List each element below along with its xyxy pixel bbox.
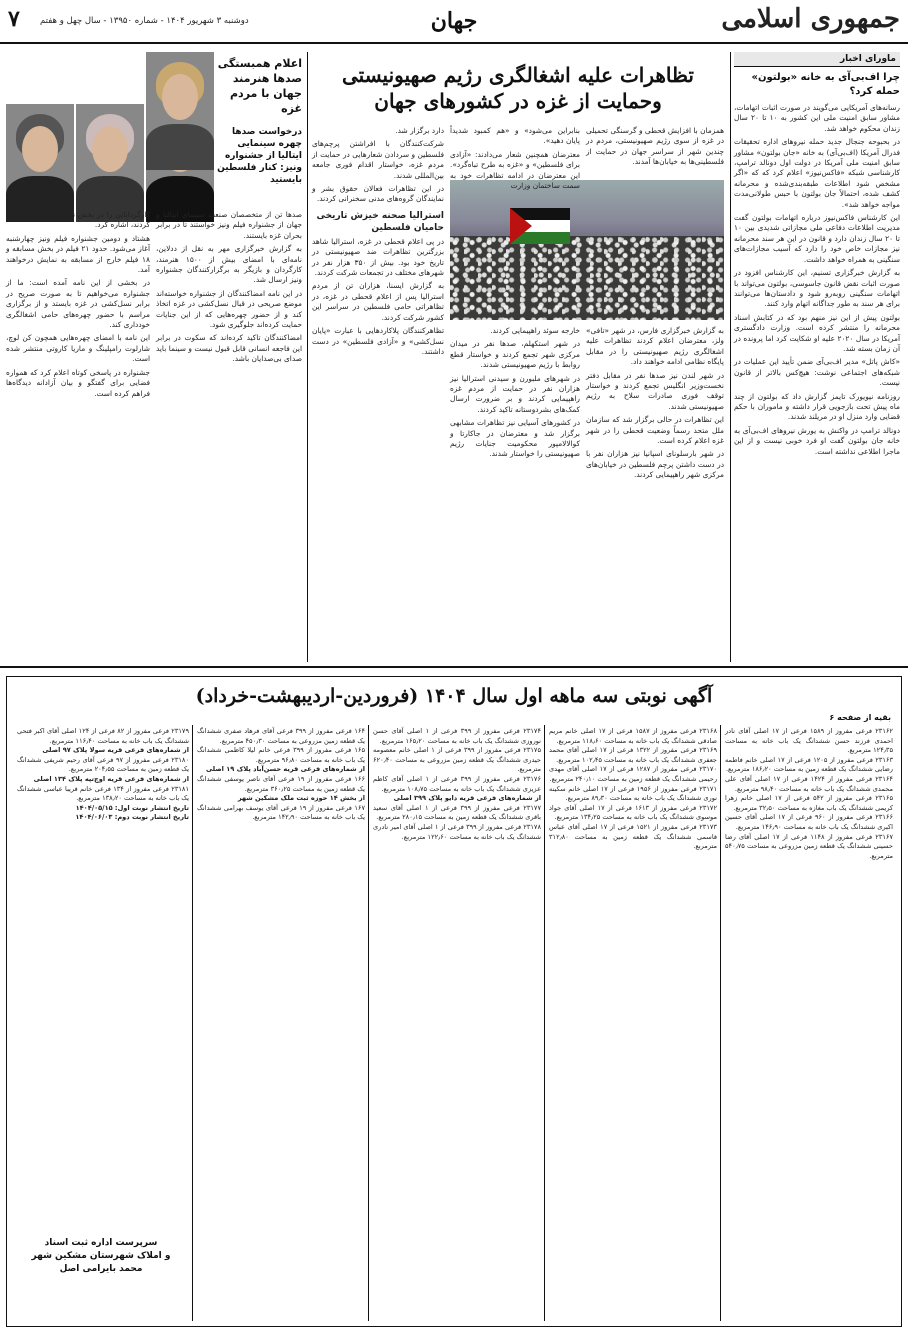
story-paragraph: بنابراین می‌شود» و «هم کمبود شدیداً پایان دهید». [450, 126, 580, 146]
festival-subtitle: درخواست صدها چهره سینمایی ایتالیا از جشنواره ونیز: کنار فلسطین بایستید [217, 127, 302, 185]
story-column-1 [586, 326, 724, 656]
notice-entry: ۲۳۱۷۸ فرعی مفروز از ۳۹۹ فرعی از ۱ اصلی آقای امیر نادری ششدانگ یک باب خانه به مساحت ۱۲۲٫۶۰ مترمربع. [373, 822, 542, 841]
column-divider [307, 52, 308, 662]
story-paragraph: در شهر بارسلونای اسپانیا نیز هزاران نفر با در دست داشتن پرچم فلسطین در خیابان‌های مرکزی شهر راهپیمایی کردند. [586, 449, 724, 480]
story-subhead: استرالیا صحنه خیزش تاریخی حامیان فلسطین [316, 210, 444, 233]
festival-paragraph: جشنواره در پاسخی کوتاه اعلام کرد که همواره فضایی برای گفتگو و بیان آزادانه دیدگاه‌ها فراهم کرده است. [6, 367, 150, 398]
column-divider [368, 725, 369, 1321]
story-paragraph: در این تظاهرات فعالان حقوق بشر و نمایندگان گروه‌های مدنی سخنرانی کردند. [312, 184, 444, 204]
festival-column-2 [6, 210, 150, 658]
notice-column [549, 727, 717, 1319]
story-paragraph: معترضان همچنین شعار می‌دادند: «آزادی برای فلسطین» و «غزه به طرح تباه‌گرد». این معترضان در ادامه تظاهرات خود به سمت ساختمان وزارت [450, 149, 580, 191]
story-paragraph: به گزارش ایسنا، هزاران تن از مردم استرالیا پس از اعلام قحطی در غزه، در تظاهراتی حامی فلسطین در سراسر این کشور شرکت کردند. [312, 281, 444, 322]
notice-entry: ۲۳۱۷۶ فرعی مفروز از ۳۹۹ فرعی از ۱ اصلی آقای کاظم عزیزی ششدانگ یک باب خانه به مساحت ۱۰۸٫۷۵ مترمربع. [373, 774, 542, 793]
column-divider [544, 725, 545, 1321]
notice-entry: ۲۳۱۶۷ فرعی مفروز از ۱۱۴۸ فرعی از ۱۷ اصلی آقای رضا حسینی ششدانگ یک قطعه زمین مزروعی به مساحت ۵۴۰٫۷۵ مترمربع. [725, 832, 894, 860]
story-paragraph: این تظاهرات در حالی برگزار شد که سازمان ملل متحد رسماً وضعیت قحطی را در شهر غزه اعلام کرده است. [586, 415, 724, 446]
notice-subheading: از بخش ۱۴ حوزه ثبت ملک مشکین شهر [237, 794, 365, 803]
notice-entry: ۲۳۱۷۴ فرعی مفروز از ۳۹۹ فرعی از ۱ اصلی آقای حسن نوروزی ششدانگ یک باب خانه به مساحت ۱۶۵٫۲۰ مترمربع. [373, 727, 541, 745]
signature-line: و املاک شهرستان مشکین شهر [31, 1251, 171, 1261]
notice-column [725, 727, 893, 1319]
section-rule [0, 666, 908, 668]
column-divider [720, 725, 721, 1321]
notice-entry: ۲۳۱۷۰ فرعی مفروز از ۱۲۸۷ فرعی از ۱۷ اصلی آقای مهدی رحیمی ششدانگ یک قطعه زمین به مساحت ۲۴۰٫۱۰ مترمربع. [549, 765, 718, 783]
notice-entry: ۲۳۱۷۱ فرعی مفروز از ۱۹۵۶ فرعی از ۱۷ اصلی خانم سکینه نوری ششدانگ یک باب خانه به مساحت ۸۹٫۳۰ مترمربع. [549, 784, 717, 803]
portrait-1 [6, 104, 74, 222]
story-paragraph: در شهرهای ملبورن و سیدنی استرالیا نیز هزاران نفر در حمایت از مردم غزه راهپیمایی کردند و بر ضرورت ارسال کمک‌های بشردوستانه تاکید کردند. [450, 373, 580, 414]
flag-triangle-icon [510, 208, 532, 244]
headline-line-1: تظاهرات علیه اشغالگری رژیم صهیونیستی [342, 63, 694, 87]
notice-entry: ۲۳۱۶۴ فرعی مفروز از ۱۴۲۴ فرعی از ۱۷ اصلی آقای علی محمدی ششدانگ یک باب خانه به مساحت ۹۸٫۴۰ مترمربع. [725, 774, 893, 793]
festival-paragraph: صدها تن از متخصصان صنعت سینمای ایتالیا و جهان از جشنواره فیلم ونیز خواستند تا در برابر بحران غزه بایستند. [156, 210, 302, 240]
sidebar-tag: ماورای اخبار [734, 52, 900, 67]
notice-entry: ۲۳۱۶۹ فرعی مفروز از ۱۳۲۲ فرعی از ۱۷ اصلی آقای محمد جعفری ششدانگ یک باب خانه به مساحت ۱۰۲٫۴۵ مترمربع. [549, 746, 717, 764]
notice-entry: ۲۳۱۸۰ فرعی مفروز از ۹۷ فرعی آقای رحیم شریفی ششدانگ یک قطعه زمین به مساحت ۲۰۴٫۵۵ مترمربع. [17, 755, 190, 774]
notice-entry: ۲۳۱۸۱ فرعی مفروز از ۱۳۴ فرعی خانم فریبا عباسی ششدانگ یک باب خانه به مساحت ۱۳۸٫۲۰ مترمربع. [17, 784, 190, 803]
headline-line-2: وحمایت از غزه در کشورهای جهان [374, 89, 662, 113]
story-paragraph: دارد برگزار شد. [395, 126, 444, 135]
notice-title: آگهی نوبتی سه ماهه اول سال ۱۴۰۴ (فروردین-اردیبهشت-خرداد) [195, 685, 713, 707]
notice-column [373, 727, 541, 1319]
notice-entry: ۲۳۱۶۲ فرعی مفروز از ۱۵۸۹ فرعی از ۱۷ اصلی آقای نادر احمدی فرزند حسن ششدانگ یک باب خانه به مساحت ۱۲۴٫۳۵ مترمربع. [725, 727, 893, 755]
main-headline [312, 62, 724, 114]
sidebar-paragraph: روزنامه نیویورک تایمز گزارش داد که بولتون از چند ماه پیش تحت بازجویی قرار داشته و ماموران با حکم قضایی وارد منزل او در مریلند شدند. [734, 391, 900, 422]
notice-entry: ۱۶۶ فرعی مفروز از ۱۹ فرعی آقای ناصر یوسفی ششدانگ یک قطعه زمین به مساحت ۳۶۰٫۲۵ مترمربع. [197, 774, 365, 793]
face-shape [162, 74, 198, 120]
notice-entry: ۲۳۱۶۵ فرعی مفروز از ۵۴۲ فرعی از ۱۷ اصلی خانم زهرا کریمی ششدانگ یک باب مغازه به مساحت ۳۲٫۵۰ مترمربع. [725, 794, 894, 812]
portrait-2 [76, 104, 144, 222]
notice-entry: ۲۳۱۶۸ فرعی مفروز از ۱۵۸۷ فرعی از ۱۷ اصلی خانم مریم صادقی ششدانگ یک باب خانه به مساحت ۱۱۸٫۶۰ مترمربع. [549, 727, 717, 745]
story-paragraph: در شهر استکهلم، صدها نفر در میدان مرکزی شهر تجمع کردند و خواستار قطع روابط با رژیم صهیونیستی شدند. [450, 339, 580, 370]
notice-entry: ۲۳۱۶۶ فرعی مفروز از ۹۶۰ فرعی از ۱۷ اصلی آقای حسین اکبری ششدانگ یک باب خانه به مساحت ۱۴۶٫۹۰ مترمربع. [725, 813, 893, 831]
story-paragraph: در کشورهای آسیایی نیز تظاهرات مشابهی برگزار شد و معترضان در جاکارتا و کوالالامپور محکومیت جنایات رژیم صهیونیستی را خواستار شدند. [450, 418, 580, 459]
notice-entry: ۱۶۵ فرعی مفروز از ۳۹۹ فرعی خانم لیلا کاظمی ششدانگ یک باب خانه به مساحت ۹۶٫۸۰ مترمربع. [197, 746, 365, 764]
notice-entry: ۲۳۱۷۹ فرعی مفروز از ۸۲ فرعی از ۱۲۴ اصلی آقای اکبر فتحی ششدانگ یک باب خانه به مساحت ۱۱۶٫۴۰ مترمربع. [17, 727, 189, 745]
sidebar-paragraph: به گزارش خبرگزاری تسنیم، این کارشناس افزود در صورت اثبات نقض قانون جاسوسی، بولتون می‌تواند با اتهامات سنگینی روبه‌رو شود و دادستان‌ها می‌توانند برای هر سند به طور جداگانه اتهام وارد کنند. [734, 268, 900, 309]
notice-entry: ۲۳۱۶۳ فرعی مفروز از ۱۲۰۵ فرعی از ۱۷ اصلی خانم فاطمه رضایی ششدانگ یک قطعه زمین به مساحت ۱۸۶٫۲۰ مترمربع. [725, 755, 894, 774]
notice-subheading: از شماره‌های فرعی قریه دایو پلاک ۳۹۹ اصلی [393, 794, 541, 803]
story-paragraph: در شهر لندن نیز صدها نفر در مقابل دفتر نخست‌وزیر انگلیس تجمع کردند و خواستار توقف فوری صادرات سلاح به رژیم صهیونیستی شدند. [586, 370, 724, 411]
sidebar-paragraph: رسانه‌های آمریکایی می‌گویند در صورت اثبات اتهامات، مشاور سابق امنیت ملی این کشور به ۱۰ تا ۲۰ سال زندان محکوم خواهد شد. [734, 103, 900, 133]
sidebar-paragraph: بولتون پیش از این نیز منهم بود که در کتابش اسناد محرمانه را منتشر کرده است. وزارت دادگستری آمریکا در سال ۲۰۲۰ علیه او شکایت کرد اما پرونده در آن زمان بسته شد. [734, 312, 901, 353]
festival-column-1 [156, 210, 302, 658]
face-shape [92, 126, 128, 172]
notice-subheading: از شماره‌های فرعی قریه اوچ‌تپه پلاک ۱۳۴ اصلی [33, 774, 189, 783]
legal-notice [6, 676, 902, 1327]
festival-paragraph: به گزارش خبرگزاری مهر به نقل از ددلاین، نامه‌ای با امضای بیش از ۱۵۰۰ هنرمند، کارگردان و بازیگر به برگزارکنندگان جشنواره ونیز ارسال شد. [156, 244, 302, 285]
sidebar-paragraph: «کاش پاتل» مدیر اف‌بی‌آی ضمن تأیید این عملیات در شبکه‌های اجتماعی نوشت: هیچ‌کس بالاتر از قانون نیست. [734, 357, 900, 388]
story-paragraph: به گزارش خبرگزاری فارس، در شهر «تافی» ولز، معترضان اعلام کردند تظاهرات علیه اشغالگری رژیم صهیونیستی را در مقابل پایگاه نظامی ادامه خواهند داد. [586, 326, 724, 367]
story-paragraph: شرکت‌کنندگان با افراشتن پرچم‌های فلسطین و سردادن شعارهایی در حمایت از مردم غزه، خواستار اقدام فوری جامعه بین‌المللی شدند. [312, 139, 444, 180]
clothing-shape [146, 124, 214, 170]
notice-entry: ۱۶۷ فرعی مفروز از ۱۹ فرعی آقای یوسف بهرامی ششدانگ یک باب خانه به مساحت ۱۴۲٫۹۰ مترمربع. [197, 803, 365, 822]
notice-subheading: از شماره‌های فرعی قریه سولا پلاک ۹۷ اصلی [42, 746, 189, 755]
story-column-3 [312, 126, 444, 656]
festival-paragraph: هشتاد و دومین جشنواره فیلم ونیز چهارشنبه آغاز می‌شود. حدود ۲۱ فیلم در بخش مسابقه و ۱۸ فیلم خارج از مسابقه به نمایش درخواهند آمد. [6, 233, 150, 275]
sidebar-paragraph: در بحبوحه جنجال جدید حمله نیروهای اداره تحقیقات فدرال آمریکا (اف‌بی‌آی) به خانه «جان بولتون» مشاور سابق امنیت ملی آمریکا در دولت اول دونالد ترامپ، کارشناسی شبکه «فاکس‌نیوز» اعلام کرد که که «اگر مشخص شود اطلاعات طبقه‌بندی‌شده و محرمانه کشف شده، احتمالاً جان بولتون با حبس طولانی‌مدت مواجه خواهد شد». [734, 137, 900, 209]
publish-date: تاریخ انتشار نوبت اول: ۱۴۰۴/۰۵/۱۵ [75, 803, 189, 812]
story-paragraph: همزمان با افزایش قحطی و گرسنگی تحمیلی در غزه از سوی رژیم صهیونیستی، مردم در چندین شهر از سراسر جهان در حمایت از فلسطینی‌ها به خیابان‌ها آمدند. [586, 126, 724, 167]
notice-column [17, 727, 189, 1227]
protest-photo [450, 180, 724, 320]
crowd-shape [450, 236, 724, 320]
page-number: ۷ [8, 6, 20, 32]
column-divider [730, 52, 731, 662]
page-header [0, 0, 908, 44]
festival-paragraph: در بخشی از این نامه آمده است: ما از جشنواره می‌خواهیم تا به صورت صریح در برابر نسل‌کشی در غزه بایستد و از برگزاری مراسم با حضور چهره‌های حامی اشغالگری خودداری کند. [6, 278, 150, 330]
sidebar-news [734, 52, 900, 660]
masthead: جمهوری اسلامی [721, 4, 900, 34]
signature-name: محمد بایرامی اصل [59, 1264, 143, 1274]
story-column-2 [450, 326, 580, 656]
publish-date: تاریخ انتشار نوبت دوم: ۱۴۰۴/۰۶/۰۳ [75, 813, 189, 822]
festival-paragraph: این نامه با امضای چهره‌هایی همچون کن لوچ، شارلوت رامپلینگ و ماریا کاروتی منتشر شده است. [6, 333, 150, 364]
festival-paragraph: در این نامه امضاکنندگان از جشنواره خواسته‌اند موضع صریحی در قبال نسل‌کشی در غزه اتخاذ کند و از حضور چهره‌هایی که از این جنایات حمایت کرده‌اند جلوگیری شود. [156, 288, 302, 330]
notice-entry: ۱۶۴ فرعی مفروز از ۳۹۹ فرعی آقای فرهاد صفری ششدانگ یک قطعه زمین مزروعی به مساحت ۴۵۰٫۳۰ مترمربع. [197, 727, 365, 745]
notice-entry: ۲۳۱۷۷ فرعی مفروز از ۳۹۹ فرعی از ۱ اصلی آقای سعید باقری ششدانگ یک قطعه زمین به مساحت ۲۸۰٫۱۵ مترمربع. [373, 803, 542, 822]
festival-header [216, 56, 302, 186]
notice-signature [17, 1237, 185, 1276]
story-column-2-top [450, 126, 580, 191]
notice-entry: ۲۳۱۷۲ فرعی مفروز از ۱۶۱۳ فرعی از ۱۷ اصلی آقای جواد موسوی ششدانگ یک باب خانه به مساحت ۱۳۴٫۲۵ مترمربع. [549, 803, 717, 822]
festival-paragraph: امضاکنندگان تاکید کرده‌اند که سکوت در برابر این فاجعه انسانی قابل قبول نیست و سینما باید صدای بی‌صدایان باشد. [156, 333, 302, 364]
notice-subheading: از شماره‌های فرعی قریه حسن‌آباد پلاک ۱۹ اصلی [205, 765, 365, 774]
face-shape [22, 126, 58, 172]
story-paragraph: خارجه سوئد راهپیمایی کردند. [490, 326, 580, 335]
story-paragraph: در پی اعلام قحطی در غزه، استرالیا شاهد بزرگترین تظاهرات ضد صهیونیستی در تاریخ خود بود. بیش از ۳۵۰ هزار نفر در شهرهای مختلف در تجمعات شرکت کردند. [312, 236, 444, 278]
festival-paragraph: کارگردانانی را در بخش نوس نگاه کنن دریافت کردند، اشاره کرد. [6, 210, 150, 230]
section-title: جهان [430, 8, 478, 34]
sidebar-title: چرا اف‌بی‌آی به خانه «بولتون» حمله کرد؟ [751, 72, 900, 97]
story-paragraph: تظاهرکنندگان پلاکاردهایی با عبارت «پایان نسل‌کشی» و «آزادی فلسطین» در دست داشتند. [312, 326, 444, 356]
sidebar-paragraph: دونالد ترامپ در واکنش به یورش نیروهای اف‌بی‌آی به خانه جان بولتون گفت او فرد خوبی نیست و از این ماجرا اطلاعی نداشته است. [734, 425, 900, 456]
notice-column [197, 727, 365, 1319]
continued-note: بقیه از صفحه ۶ [829, 713, 891, 722]
notice-entry: ۲۳۱۷۵ فرعی مفروز از ۳۹۹ فرعی از ۱ اصلی خانم معصومه حیدری ششدانگ یک قطعه زمین مزروعی به مساحت ۶۲۰٫۴۰ مترمربع. [373, 746, 541, 774]
notice-entry: ۲۳۱۷۳ فرعی مفروز از ۱۵۲۱ فرعی از ۱۷ اصلی آقای عباس قاسمی ششدانگ یک قطعه زمین به مساحت ۳۱۲٫۸۰ مترمربع. [549, 822, 717, 851]
sidebar-paragraph: این کارشناس فاکس‌نیوز درباره اتهامات بولتون گفت مدیریت اطلاعات دفاعی ملی مجازاتی شدیدی بین ۱۰ تا ۲۰ سال زندان دارد و قانون در این هر سند محرمانه نیز مجازات خاص خود را دارد که آسیب مجازات‌های سنگینی به همراه خواهد داشت. [734, 213, 900, 264]
story-lead [586, 126, 724, 178]
festival-title: اعلام همبستگی صدها هنرمند جهان با مردم غزه [217, 57, 302, 115]
signature-line: سرپرست اداره ثبت اسناد [44, 1238, 158, 1248]
dateline: دوشنبه ۳ شهریور ۱۴۰۴ - شماره ۱۳۹۵۰ - سال چهل و هفتم [40, 16, 249, 26]
column-divider [192, 725, 193, 1321]
portrait-4 [146, 52, 214, 170]
